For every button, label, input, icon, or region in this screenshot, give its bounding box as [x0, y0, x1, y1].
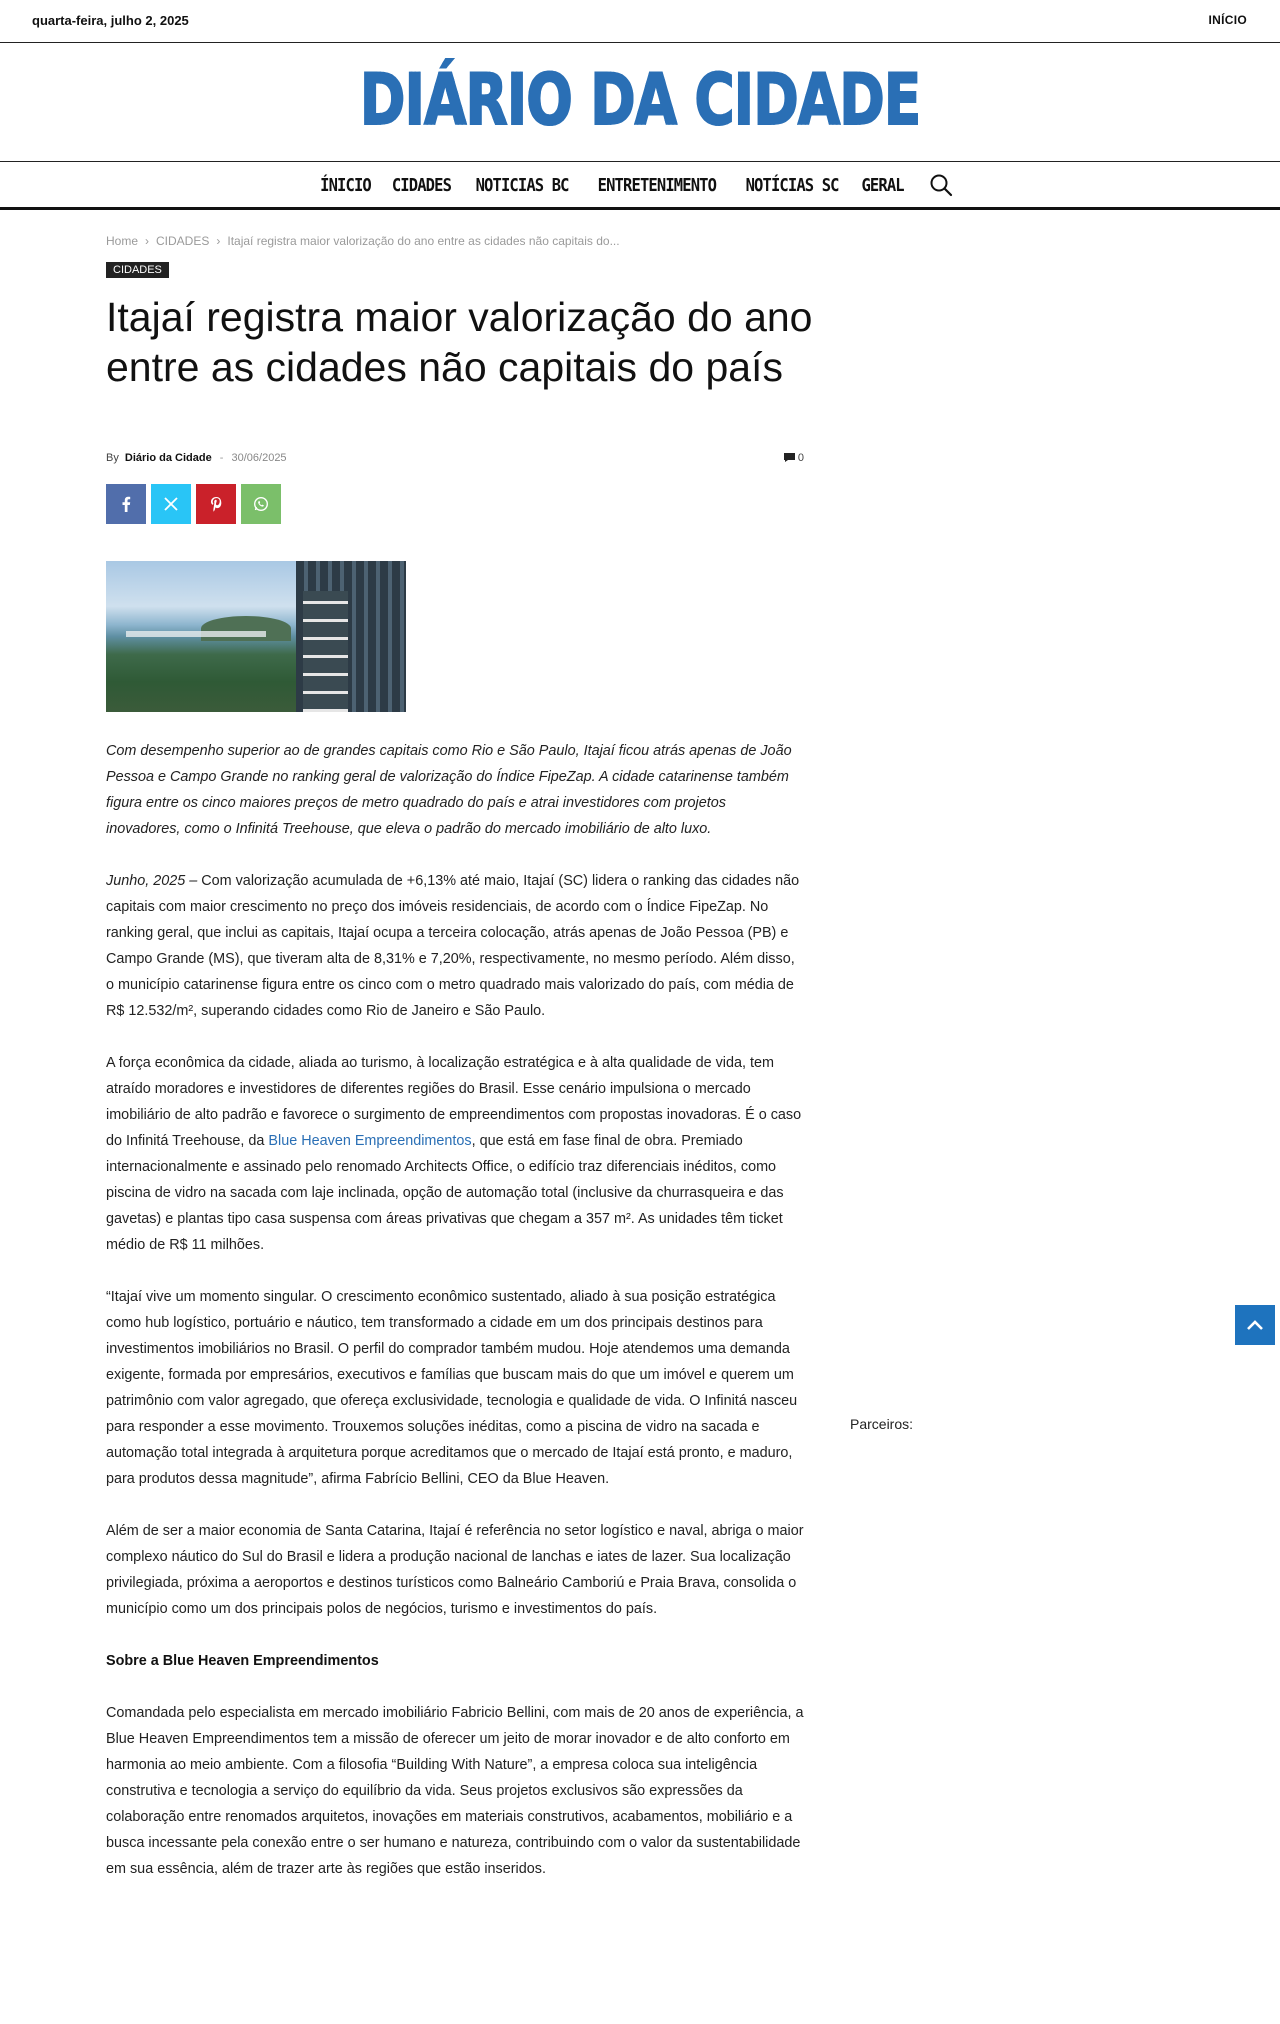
- article-paragraph-5: Comandada pelo especialista em mercado imobiliário Fabricio Bellini, com mais de 20 anos de experiência, a Blue Heaven Empreendimentos tem a missão de oferecer um jeito de morar inovador e de alto conforto em harmonia ao meio ambiente. Com a filosofia “Building With Nature”, a empresa coloca sua inteligência construtiva e tecnologia a serviço do equilíbrio da vida. Seus projetos exclusivos são expressões da colaboração entre renomados arquitetos, inovações em materiais construtivos, acabamentos, mobiliário e a busca incessante pela conexão entre o ser humano e natureza, contribuindo com o valor da sustentabilidade em sua essência, além de trazer arte às regiões que estão inseridos.: [106, 1705, 804, 1877]
- article-paragraph-3: “Itajaí vive um momento singular. O crescimento econômico sustentado, aliado à sua posição estratégica como hub logístico, portuário e náutico, tem transformado a cidade em um dos principais destinos para investimentos imobiliários no Brasil. O perfil do comprador também mudou. Hoje atendemos uma demanda exigente, formada por empresários, executivos e famílias que buscam mais do que um imóvel e querem um patrimônio com valor agregado, que ofereça exclusividade, tecnologia e qualidade de vida. O Infinitá nasceu para responder a esse movimento. Trouxemos soluções inéditas, como a piscina de vidro na sacada e automação total integrada à arquitetura porque acreditamos que o mercado de Itajaí está pronto, e maduro, para produtos dessa magnitude”, afirma Fabrício Bellini, CEO da Blue Heaven.: [106, 1289, 798, 1487]
- article-title: Itajaí registra maior valorização do ano entre as cidades não capitais do país: [106, 294, 813, 390]
- author-link[interactable]: Diário da Cidade: [124, 452, 212, 464]
- dateline: Junho, 2025 –: [106, 873, 198, 889]
- hero-building-balconies: [303, 591, 348, 712]
- meta-separator: -: [219, 452, 224, 464]
- hero-city-skyline: [126, 631, 266, 637]
- article-subheading: Sobre a Blue Heaven Empreendimentos: [106, 1653, 379, 1669]
- breadcrumb-current: Itajaí registra maior valorização do ano entre as cidades não capitais do...: [227, 234, 620, 248]
- comment-icon: [784, 453, 795, 462]
- article-meta: [106, 452, 804, 464]
- paragraph-2-text-a: A força econômica da cidade, aliada ao turismo, à localização estratégica e à alta qualidade de vida, tem atraído moradores e investidores de diferentes regiões do Brasil. Esse cenário impulsiona o mercado imobiliário de alto padrão e favorece o surgimento de empreendimentos com propostas inovadoras. É o caso do Infinitá Treehouse, da: [106, 1055, 802, 1149]
- article-paragraph-1: [106, 868, 804, 1024]
- hero-hill: [201, 616, 291, 641]
- breadcrumb: [106, 234, 620, 248]
- nav-item-noticias-bc[interactable]: NOTICIAS BC: [475, 174, 569, 196]
- share-pinterest-button[interactable]: [196, 484, 236, 524]
- breadcrumb-home[interactable]: Home: [106, 234, 139, 248]
- x-icon: [164, 497, 178, 511]
- current-date: quarta-feira, julho 2, 2025: [32, 13, 189, 28]
- category-tag[interactable]: CIDADES: [106, 262, 169, 278]
- byline-prefix: By: [106, 452, 119, 464]
- share-whatsapp-button[interactable]: [241, 484, 281, 524]
- comments-count-value: 0: [797, 452, 804, 464]
- sidebar-partners-label: Parceiros:: [850, 1416, 914, 1432]
- article-paragraph-4: Além de ser a maior economia de Santa Catarina, Itajaí é referência no setor logístico e naval, abriga o maior complexo náutico do Sul do Brasil e lidera a produção nacional de lanchas e iates de lazer. Sua localização privilegiada, próxima a aeroportos e destinos turísticos como Balneário Camboriú e Praia Brava, consolida o município como um dos principais polos de negócios, turismo e investimentos do país.: [106, 1523, 804, 1617]
- top-bar: [0, 0, 1280, 43]
- facebook-icon: [121, 496, 131, 512]
- chevron-up-icon: [1246, 1319, 1264, 1331]
- article-paragraph-2: [106, 1050, 804, 1258]
- nav-item-noticias-sc[interactable]: NOTÍCIAS SC: [745, 174, 839, 196]
- top-home-link[interactable]: INÍCIO: [1208, 13, 1247, 27]
- comments-count[interactable]: [784, 452, 804, 464]
- nav-item-geral[interactable]: GERAL: [861, 174, 905, 196]
- nav-item-cidades[interactable]: CIDADES: [392, 174, 452, 196]
- main-navigation: [0, 161, 1280, 210]
- share-x-button[interactable]: [151, 484, 191, 524]
- site-logo-text[interactable]: DIÁRIO DA CIDADE: [359, 59, 921, 141]
- site-logo[interactable]: [0, 60, 1280, 140]
- paragraph-2-text-b: , que está em fase final de obra. Premiado internacionalmente e assinado pelo renomado Architects Office, o edifício traz diferenciais inéditos, como piscina de vidro na sacada com laje inclinada, opção de automação total (inclusive da churrasqueira e das gavetas) e plantas tipo casa suspensa com áreas privativas que chegam a 357 m². As unidades têm ticket médio de R$ 11 milhões.: [106, 1133, 784, 1253]
- whatsapp-icon: [253, 496, 269, 512]
- article-hero-image: [106, 561, 406, 712]
- nav-item-entretenimento[interactable]: ENTRETENIMENTO: [598, 174, 717, 196]
- breadcrumb-separator: ›: [145, 234, 150, 248]
- blue-heaven-link[interactable]: Blue Heaven Empreendimentos: [268, 1133, 472, 1149]
- share-buttons: [106, 484, 286, 524]
- publish-date: 30/06/2025: [231, 452, 287, 464]
- nav-item-inicio[interactable]: ÍNICIO: [320, 174, 372, 196]
- share-facebook-button[interactable]: [106, 484, 146, 524]
- pinterest-icon: [210, 496, 222, 512]
- breadcrumb-category[interactable]: CIDADES: [156, 234, 210, 248]
- paragraph-1-text: Com valorização acumulada de +6,13% até maio, Itajaí (SC) lidera o ranking das cidades não capitais com maior crescimento no preço dos imóveis residenciais, de acordo com o Índice FipeZap. No ranking geral, que inclui as capitais, Itajaí ocupa a terceira colocação, atrás apenas de João Pessoa (PB) e Campo Grande (MS), que tiveram alta de 8,31% e 7,20%, respectivamente, no mesmo período. Além disso, o município catarinense figura entre os cinco com o metro quadrado mais valorizado do país, com média de R$ 12.532/m², superando cidades como Rio de Janeiro e São Paulo.: [106, 873, 800, 1019]
- article-lead: Com desempenho superior ao de grandes capitais como Rio e São Paulo, Itajaí ficou atrás apenas de João Pessoa e Campo Grande no ranking geral de valorização do Índice FipeZap. A cidade catarinense também figura entre os cinco maiores preços de metro quadrado do país e atrai investidores com projetos inovadores, como o Infinitá Treehouse, que eleva o padrão do mercado imobiliário de alto luxo.: [106, 743, 792, 837]
- breadcrumb-separator: ›: [216, 234, 221, 248]
- search-icon: [929, 173, 953, 197]
- search-button[interactable]: [928, 172, 954, 198]
- article-body: [106, 738, 804, 1908]
- back-to-top-button[interactable]: [1235, 1305, 1275, 1345]
